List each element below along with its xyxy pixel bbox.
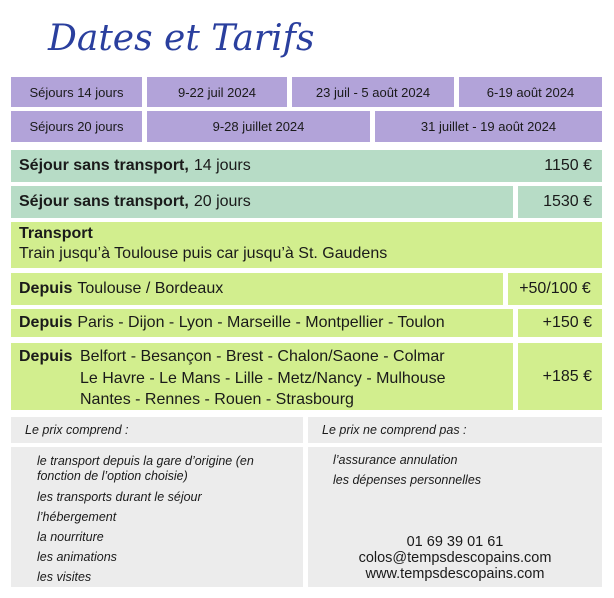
page-title-text: Dates et Tarifs [48, 18, 315, 59]
includes-list-panel [11, 447, 303, 587]
depuis-label: Depuis [19, 280, 73, 297]
dates-row1-session-1: 9-22 juil 2024 [147, 77, 287, 107]
excludes-panel [308, 447, 602, 587]
depuis-cities: Toulouse / Bordeaux [77, 280, 224, 297]
dates-row1-session-3: 6-19 août 2024 [459, 77, 602, 107]
list-item: la nourriture [37, 530, 104, 544]
depuis-row-3 [11, 343, 513, 410]
dates-row2-session-2: 31 juillet - 19 août 2024 [375, 111, 602, 142]
contact-email[interactable]: colos@tempsdescopains.com [358, 550, 552, 566]
contact-block [308, 534, 602, 582]
depuis-label: Depuis [19, 314, 73, 331]
list-item: les animations [37, 550, 117, 564]
depuis-cities-line-2: Le Havre - Le Mans - Lille - Metz/Nancy - Mulhouse [80, 369, 446, 387]
dates-row1-label: Séjours 14 jours [11, 77, 142, 107]
depuis-cities: Paris - Dijon - Lyon - Marseille - Montpellier - Toulon [77, 314, 445, 331]
contact-website[interactable]: www.tempsdescopains.com [365, 566, 545, 582]
includes-heading: Le prix comprend : [11, 417, 303, 443]
dates-row2-session-1: 9-28 juillet 2024 [147, 111, 370, 142]
price-row-no-transport-20 [11, 186, 513, 218]
excludes-list [333, 450, 592, 490]
price-row-no-transport-14 [11, 150, 602, 182]
transport-heading: Transport [19, 225, 93, 242]
dates-row1-session-2: 23 juil - 5 août 2024 [292, 77, 454, 107]
depuis-price-3: +185 € [518, 343, 602, 410]
price-row-label-duration: 14 jours [193, 157, 251, 174]
price-value-20: 1530 € [518, 186, 602, 218]
price-row-label-bold: Séjour sans transport, [19, 193, 189, 210]
depuis-label: Depuis [19, 348, 73, 365]
depuis-price-1: +50/100 € [508, 273, 602, 305]
list-item: l’hébergement [37, 510, 117, 524]
list-item: les visites [37, 570, 92, 584]
excludes-heading: Le prix ne comprend pas : [308, 417, 602, 443]
price-value-14: 1150 € [544, 157, 592, 174]
dates-row2-label: Séjours 20 jours [11, 111, 142, 142]
depuis-cities-line-3: Nantes - Rennes - Rouen - Strasbourg [80, 391, 354, 408]
contact-phone: 01 69 39 01 61 [406, 534, 504, 550]
list-item: les dépenses personnelles [333, 473, 482, 487]
page-title [44, 6, 315, 68]
depuis-row-2 [11, 309, 513, 337]
includes-list [37, 451, 293, 587]
transport-block [11, 222, 602, 268]
list-item: le transport depuis la gare d’origine (en fonction de l’option choisie) [37, 454, 254, 483]
price-row-label-duration: 20 jours [193, 193, 251, 210]
depuis-cities-line-1: Belfort - Besançon - Brest - Chalon/Saone - Colmar [80, 348, 445, 365]
list-item: l’assurance annulation [333, 453, 458, 467]
price-row-label-bold: Séjour sans transport, [19, 157, 189, 174]
depuis-row-1 [11, 273, 503, 305]
depuis-price-2: +150 € [518, 309, 602, 337]
list-item: les transports durant le séjour [37, 490, 202, 504]
transport-description: Train jusqu’à Toulouse puis car jusqu’à St. Gaudens [19, 245, 388, 262]
